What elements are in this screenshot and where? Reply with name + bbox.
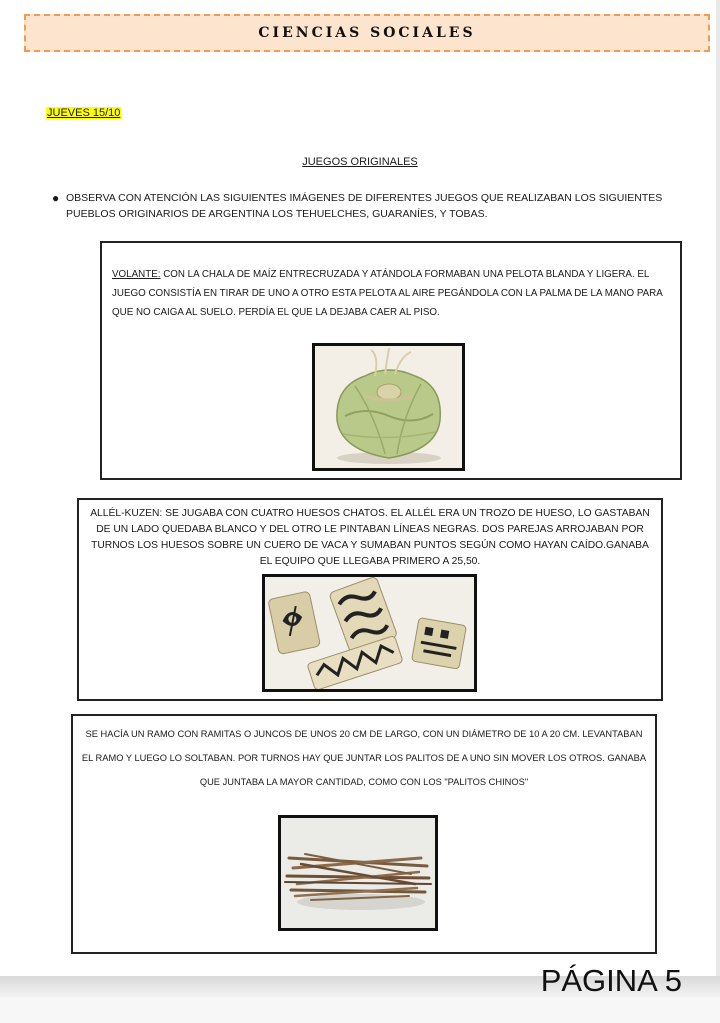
title-banner [24, 14, 710, 52]
corn-husk-ball-image [312, 343, 465, 471]
game-text: CON LA CHALA DE MAÍZ ENTRECRUZADA Y ATÁNDOLA FORMABAN UNA PELOTA BLANDA Y LIGERA. EL JUEGO CONSISTÍA EN TIRAR DE UNO A OTRO ESTA PELOTA AL AIRE PEGÁNDOLA CON LA PALMA DE LA MANO PARA QUE NO CAIGA AL SUELO. PERDÍA EL QUE LA DEJABA CAER AL PISO. [112, 269, 663, 318]
footer-area [0, 997, 720, 1023]
game-description: ALLÉL-KUZEN: SE JUGABA CON CUATRO HUESOS CHATOS. EL ALLÉL ERA UN TROZO DE HUESO, LO GASTABAN DE UN LADO QUEDABA BLANCO Y DEL OTRO LE PINTABAN LÍNEAS NEGRAS. DOS PAREJAS ARROJABAN POR TURNOS LOS HUESOS SOBRE UN CUERO DE VACA Y SUMABAN PUNTOS SEGÚN COMO HAYAN CAÍDO.GANABA EL EQUIPO QUE LLEGABA PRIMERO A 25,50. [90, 508, 650, 567]
bundle-of-sticks-icon [281, 818, 435, 928]
game-box-palitos [71, 714, 657, 954]
corn-husk-ball-icon [315, 346, 462, 468]
painted-bones-icon [265, 577, 474, 689]
date-label: JUEVES 15/10 [47, 107, 121, 119]
game-label: VOLANTE: [112, 269, 161, 280]
page-title: CIENCIAS SOCIALES [258, 25, 476, 41]
intro-text: OBSERVA CON ATENCIÓN LAS SIGUIENTES IMÁGENES DE DIFERENTES JUEGOS QUE REALIZABAN LOS SIGUIENTES PUEBLOS ORIGINARIOS DE ARGENTINA LOS TEHUELCHES, GUARANÍES, Y TOBAS. [66, 192, 663, 220]
intro-paragraph [52, 190, 666, 222]
section-subtitle: JUEGOS ORIGINALES [302, 156, 418, 168]
game-box-volante [100, 241, 682, 480]
bullet-icon: ● [52, 191, 60, 205]
page-edge [716, 0, 720, 976]
game-description [112, 265, 664, 322]
painted-bones-image [262, 574, 477, 692]
page-number: PÁGINA 5 [540, 963, 682, 998]
bundle-of-sticks-image [278, 815, 438, 931]
game-box-allel-kuzen [77, 498, 663, 701]
game-description: SE HACÍA UN RAMO CON RAMITAS O JUNCOS DE UNOS 20 CM DE LARGO, CON UN DIÁMETRO DE 10 A 20 CM. LEVANTABAN EL RAMO Y LUEGO LO SOLTABAN. POR TURNOS HAY QUE JUNTAR LOS PALITOS DE A UNO SIN MOVER LOS OTROS. GANABA QUE JUNTABA LA MAYOR CANTIDAD, COMO CON LOS "PALITOS CHINOS" [81, 729, 647, 787]
